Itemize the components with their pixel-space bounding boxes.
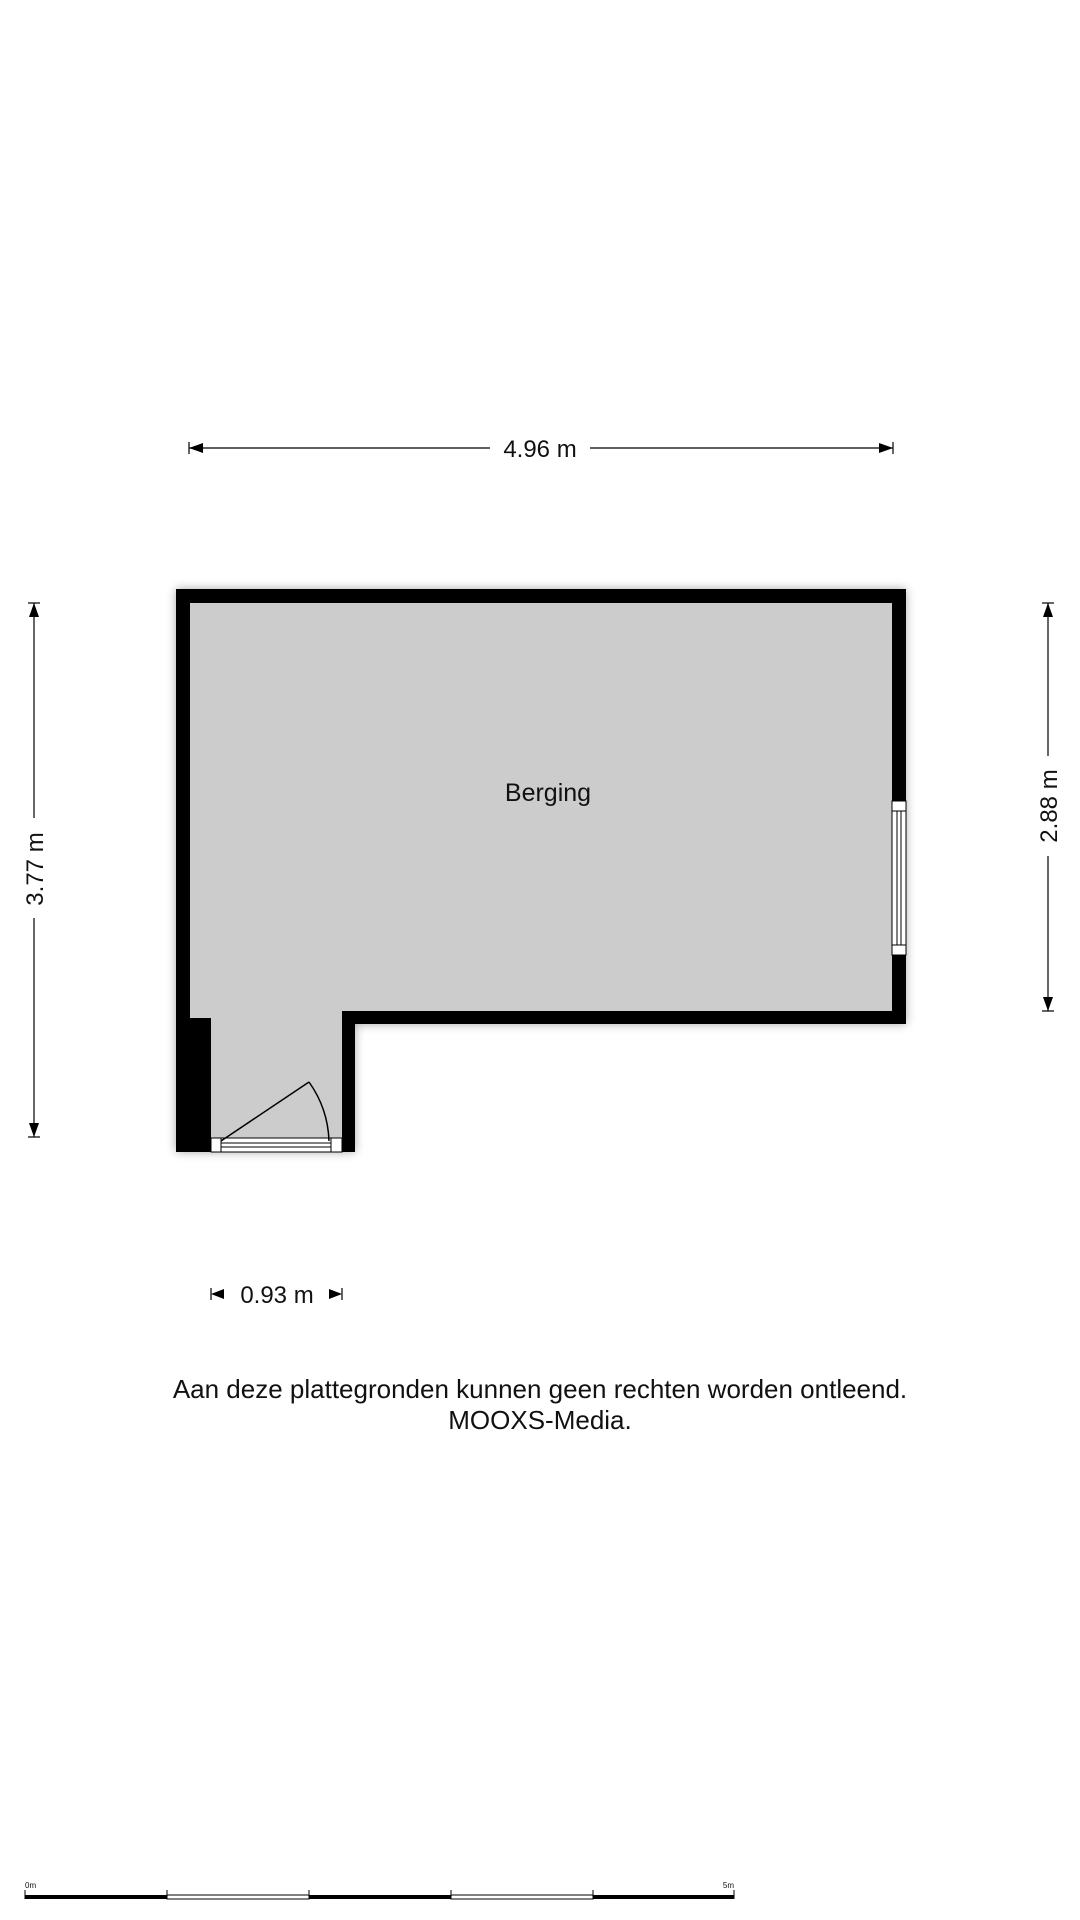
dimension-height-left-label: 3.77 m: [22, 832, 49, 906]
scale-segment: [593, 1895, 734, 1899]
dimension-width-label: 4.96 m: [503, 436, 577, 463]
scale-bar: [25, 1881, 734, 1899]
dimension-height-right-label: 2.88 m: [1036, 769, 1063, 843]
disclaimer: [0, 1374, 1080, 1436]
scale-segment: [167, 1895, 309, 1899]
dimension-height-left: [22, 603, 49, 1137]
scale-start-label: 0m: [25, 1881, 37, 1890]
room-berging: [176, 589, 906, 1152]
disclaimer-line-2: MOOXS-Media.: [448, 1405, 632, 1435]
window-right: [892, 801, 906, 955]
scale-segment: [25, 1895, 167, 1899]
dimension-height-right: [1036, 603, 1063, 1011]
room-floor: [190, 603, 892, 1145]
disclaimer-line-1: Aan deze plattegronden kunnen geen rechten worden ontleend.: [172, 1374, 908, 1404]
dimension-door-width: [211, 1282, 342, 1309]
scale-end-label: 5m: [722, 1881, 734, 1890]
room-label: Berging: [504, 779, 592, 807]
dimension-width-top: [189, 436, 893, 463]
dimension-door-width-label: 0.93 m: [240, 1282, 314, 1309]
scale-segment: [451, 1895, 593, 1899]
scale-segment: [309, 1895, 451, 1899]
